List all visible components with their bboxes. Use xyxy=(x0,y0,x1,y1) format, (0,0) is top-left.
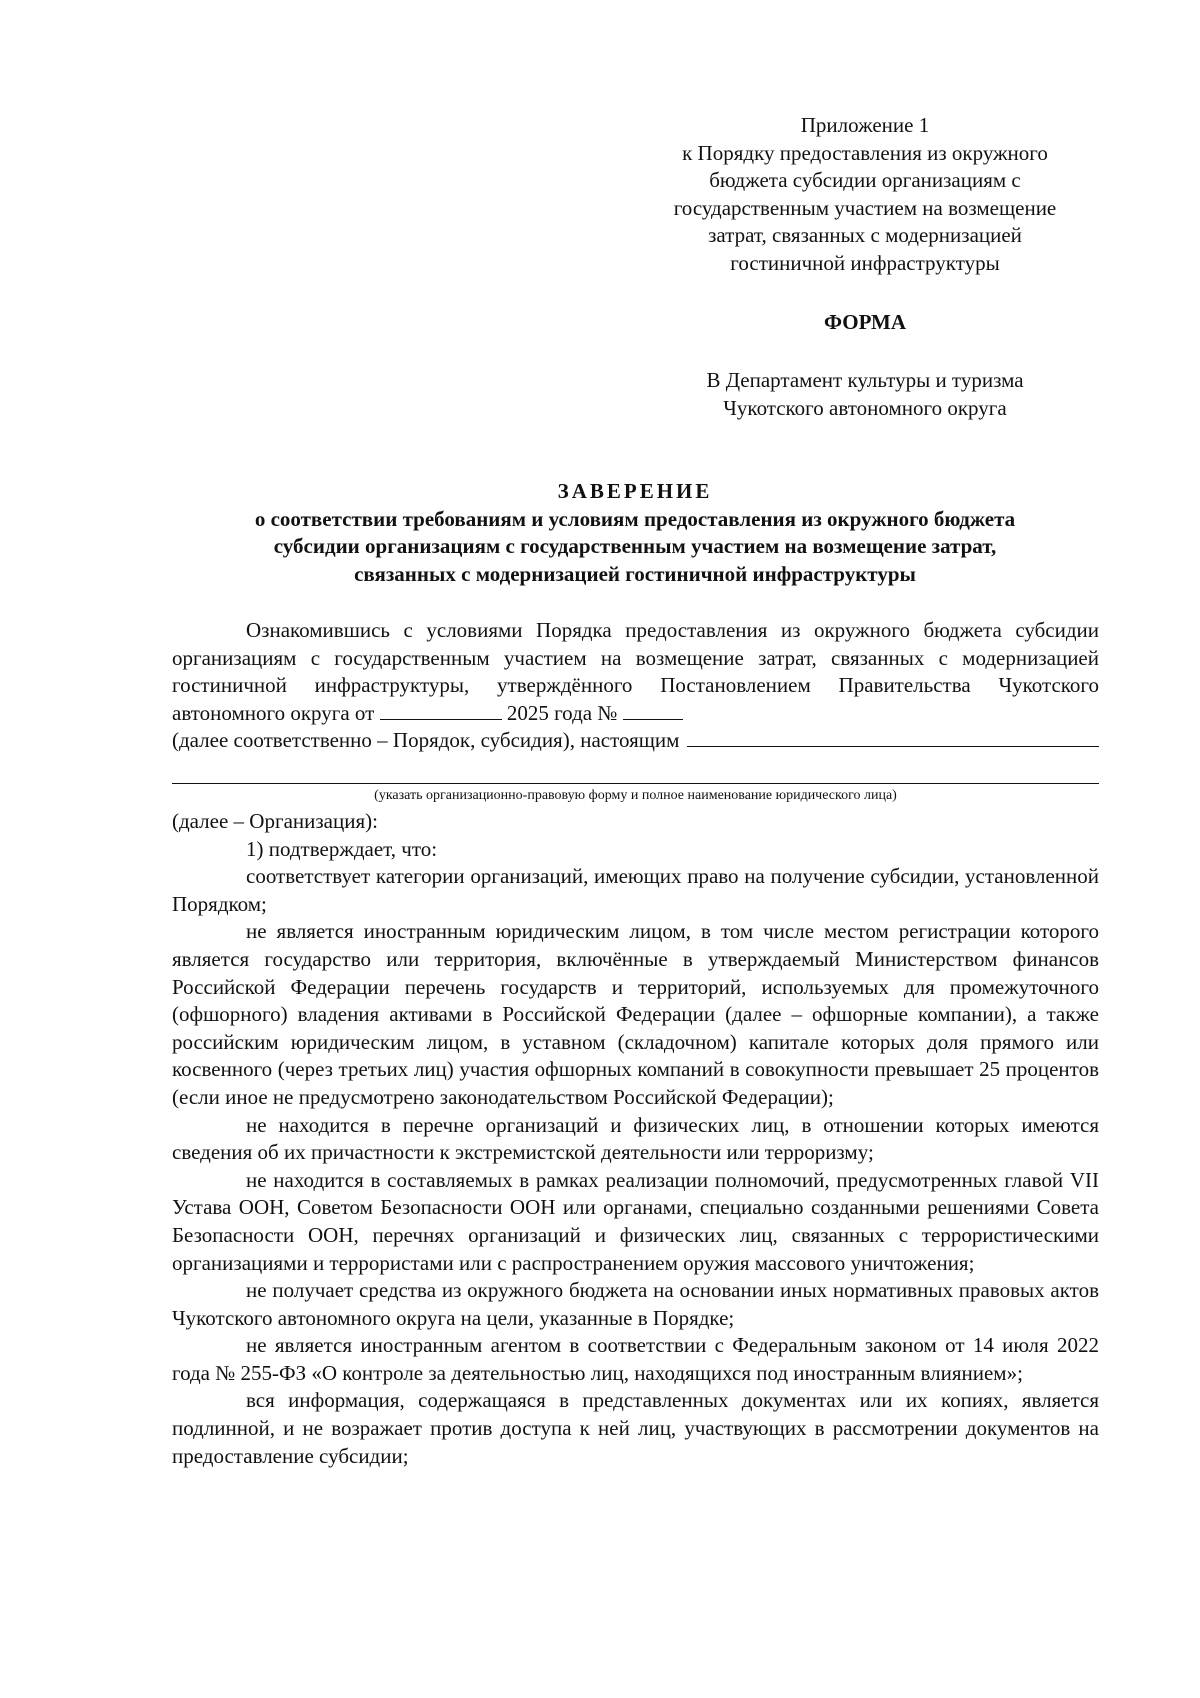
paragraph: не получает средства из окружного бюджета на основании иных нормативных правовых актов Чукотского автономного округа на цели, указанные в Порядке; xyxy=(172,1278,1099,1330)
paragraph: не находится в составляемых в рамках реализации полномочий, предусмотренных главой VII Устава ООН, Советом Безопасности ООН или органами, специально созданными решениями Совета Безопасности ООН, перечнях организаций и физических лиц, связанных с террористическими организациями и террористами или с распространением оружия массового уничтожения; xyxy=(172,1167,1099,1275)
date-blank[interactable] xyxy=(380,701,502,720)
appendix-line: государственным участием на возмещение xyxy=(673,195,1057,220)
intro-year-text: 2025 года № xyxy=(501,700,623,725)
addressee-line: Чукотского автономного округа xyxy=(723,395,1007,420)
title-line: связанных с модернизацией гостиничной инфраструктуры xyxy=(354,561,916,586)
intro-tail-text: (далее соответственно – Порядок, субсидия), настоящим xyxy=(172,728,680,753)
title-line: о соответствии требованиям и условиям предоставления из окружного бюджета xyxy=(254,506,1016,531)
organization-name-line[interactable] xyxy=(172,783,1099,784)
document-title xyxy=(170,478,1100,588)
paragraph: (далее – Организация): xyxy=(172,809,378,833)
intro-paragraph xyxy=(172,617,1099,755)
appendix-block xyxy=(620,112,1110,277)
appendix-line: затрат, связанных с модернизацией xyxy=(708,223,1022,247)
organization-hint: (указать организационно-правовую форму и полное наименование юридического лица) xyxy=(374,788,897,803)
appendix-line: к Порядку предоставления из окружного xyxy=(682,140,1048,165)
number-blank[interactable] xyxy=(623,701,683,720)
paragraph: вся информация, содержащаяся в представленных документах или их копиях, является подлинной, и не возражает против доступа к ней лиц, участвующих в рассмотрении документов на предоставление субсидии; xyxy=(172,1388,1099,1468)
paragraph: не находится в перечне организаций и физических лиц, в отношении которых имеются сведения об их причастности к экстремистской деятельности или терроризму; xyxy=(172,1112,1099,1165)
form-label: ФОРМА xyxy=(823,310,907,334)
addressee-line: В Департамент культуры и туризма xyxy=(706,368,1024,392)
paragraph: не является иностранным юридическим лицом, в том числе местом регистрации которого является государство или территория, включённые в утверждаемый Министерством финансов Российской Федерации перечень государств и территорий, используемых для промежуточного (офшорного) владения активами в Российской Федерации (далее – офшорные компании), а также российским юридическим лицом, в уставном (складочном) капитале которых доля прямого или косвенного (через третьих лиц) участия офшорных компаний в совокупности превышает 25 процентов (если иное не предусмотрено законодательством Российской Федерации); xyxy=(172,919,1099,1109)
title-line: субсидии организациям с государственным участием на возмещение затрат, xyxy=(273,534,997,558)
appendix-line: Приложение 1 xyxy=(800,113,930,137)
statements-block xyxy=(172,808,1099,1470)
addressee-block xyxy=(620,367,1110,422)
title-heading: ЗАВЕРЕНИЕ xyxy=(557,479,713,503)
paragraph: не является иностранным агентом в соответствии с Федеральным законом от 14 июля 2022 года № 255-ФЗ «О контроле за деятельностью лиц, находящихся под иностранным влиянием»; xyxy=(172,1333,1099,1385)
paragraph: 1) подтверждает, что: xyxy=(246,836,438,861)
paragraph: соответствует категории организаций, имеющих право на получение субсидии, установленной Порядком; xyxy=(172,864,1099,916)
appendix-line: бюджета субсидии организациям с xyxy=(709,168,1021,192)
appendix-line: гостиничной инфраструктуры xyxy=(730,250,1000,275)
organization-blank[interactable] xyxy=(687,728,1099,747)
intro-text: Ознакомившись с условиями Порядка предоставления из окружного бюджета субсидии организациям с государственным участием на возмещение затрат, связанных с модернизацией гостиничной инфраструктуры, утверждённого Постановлением Правительства Чукотского автономного округа от xyxy=(172,618,1099,725)
intro-last-line xyxy=(172,727,1099,755)
